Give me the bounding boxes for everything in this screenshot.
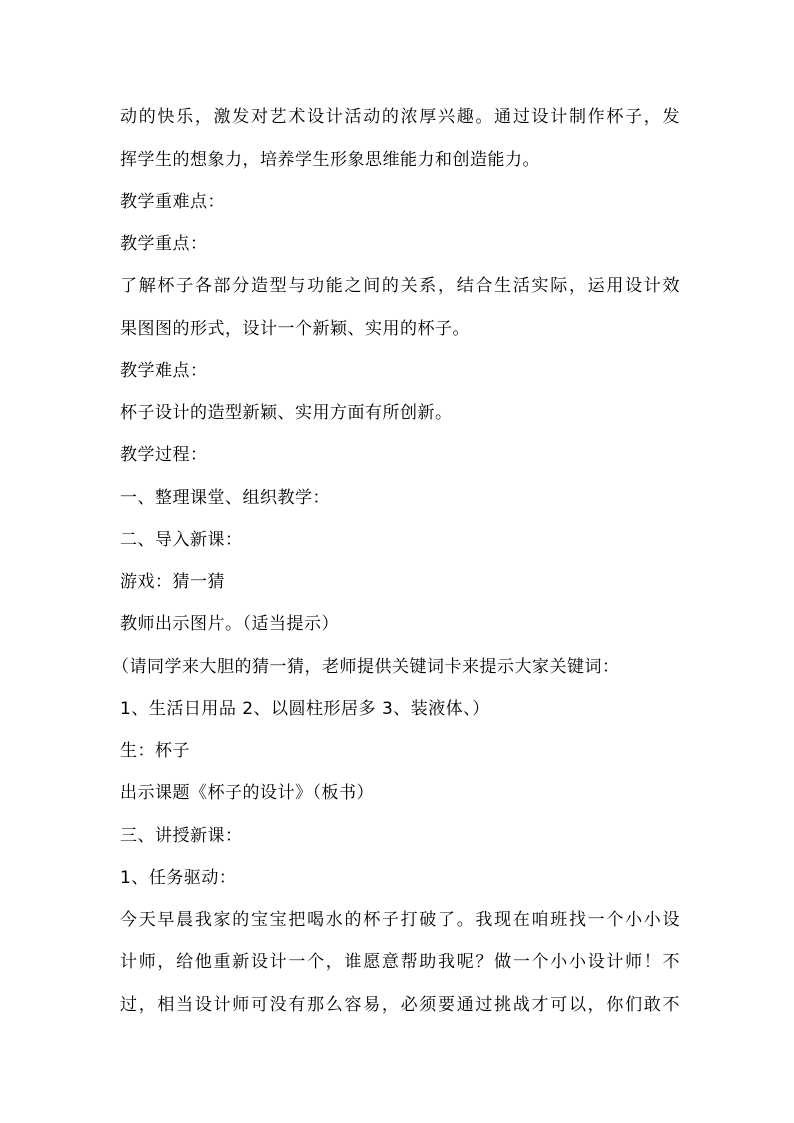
section-heading: 1、任务驱动：: [120, 868, 237, 888]
section-heading: 二、导入新课：: [120, 530, 243, 550]
paragraph-line: 过，相当设计师可没有那么容易，必须要通过挑战才可以，你们敢不: [120, 995, 680, 1015]
paragraph-line: 了解杯子各部分造型与功能之间的关系，结合生活实际，运用设计效: [120, 276, 680, 296]
paragraph-line: 教师出示图片。（适当提示）: [120, 614, 339, 634]
paragraph-line: 出示课题《杯子的设计》（板书）: [120, 783, 374, 803]
paragraph-line: 动的快乐，激发对艺术设计活动的浓厚兴趣。通过设计制作杯子，发: [120, 107, 680, 127]
paragraph-line: 今天早晨我家的宝宝把喝水的杯子打破了。我现在咱班找一个小小设: [120, 910, 680, 930]
paragraph-line: 挥学生的想象力，培养学生形象思维能力和创造能力。: [120, 150, 540, 170]
paragraph-line: 计师，给他重新设计一个，谁愿意帮助我呢？做一个小小设计师！不: [120, 952, 680, 972]
section-heading: 教学重点：: [120, 234, 208, 254]
section-heading: 教学重难点：: [120, 192, 225, 212]
section-heading: 教学过程：: [120, 445, 208, 465]
paragraph-line: （请同学来大胆的猜一猜，老师提供关键词卡来提示大家关键词：: [112, 657, 620, 677]
section-heading: 教学难点：: [120, 361, 208, 381]
section-heading: 三、讲授新课：: [120, 826, 243, 846]
paragraph-line: 果图图的形式，设计一个新颖、实用的杯子。: [120, 319, 470, 339]
paragraph-line: 杯子设计的造型新颖、实用方面有所创新。: [120, 403, 453, 423]
paragraph-line: 1、生活日用品 2、以圆柱形居多 3、装液体、）: [120, 699, 490, 719]
paragraph-line: 游戏：猜一猜: [120, 572, 225, 592]
paragraph-line: 生：杯子: [120, 741, 190, 761]
section-heading: 一、整理课堂、组织教学：: [120, 488, 330, 508]
